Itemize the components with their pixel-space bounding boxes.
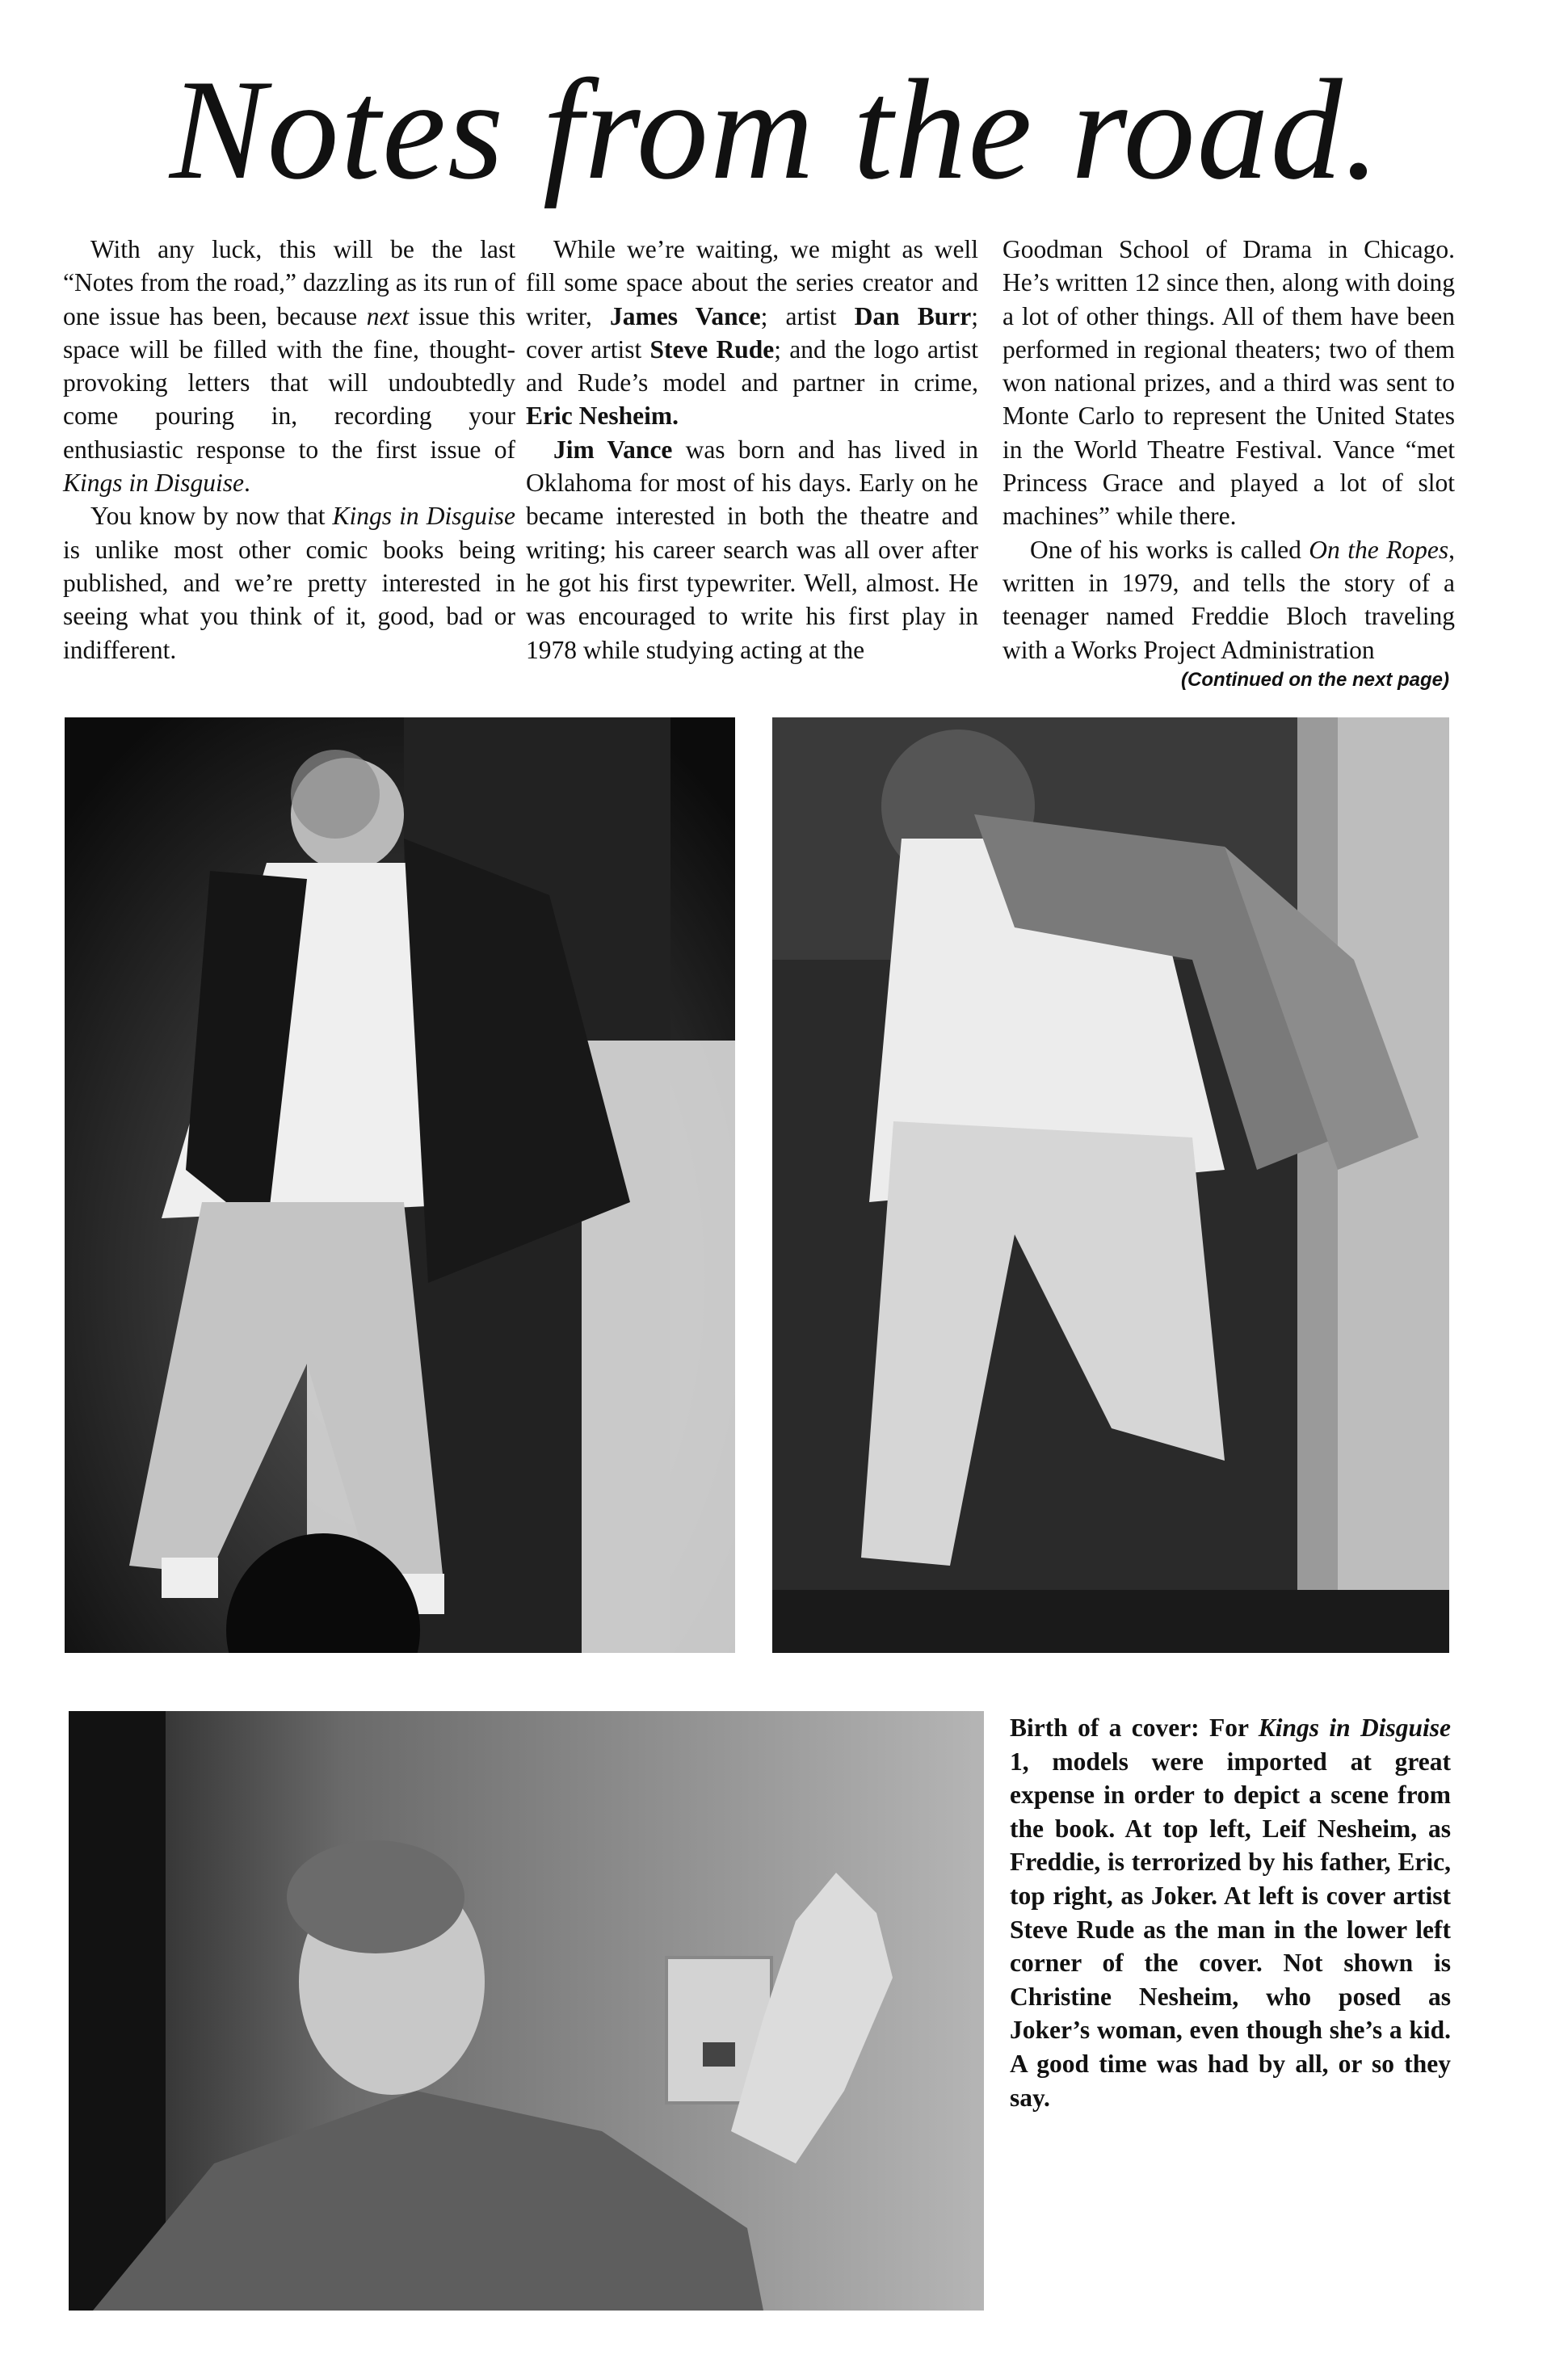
italic-next: next <box>366 301 410 330</box>
col3-text-a: One of his works is called <box>1030 535 1309 564</box>
col2-p2-text: was born and has lived in Oklahoma for most of his days. Early on he became interested in both the theatre and writing; his career search was all over after he got his first typewriter. Well, almost. He was encouraged to write his first play in 1978 while studying acting at the <box>526 435 979 664</box>
photo-steve-rude <box>69 1711 984 2311</box>
name-dan-burr: Dan Burr <box>854 301 972 330</box>
col3-paragraph-2 <box>1002 533 1455 666</box>
col2-text-b: ; artist <box>760 301 855 330</box>
col2-text-c: ; cover artist <box>526 301 979 364</box>
photo-3-image <box>69 1711 984 2311</box>
col2-text-a: While we’re waiting, we might as well fill some space about the series creator and writer, <box>526 235 978 330</box>
italic-kings-1: Kings in Disguise <box>63 469 245 498</box>
italic-kings-2: Kings in Disguise <box>332 502 516 531</box>
col2-paragraph-2 <box>526 433 978 666</box>
caption-book-title: Kings in Disguise <box>1258 1714 1451 1742</box>
name-eric-nesheim: Eric Nesheim. <box>526 402 679 431</box>
photo-2-image <box>772 717 1449 1653</box>
continued-note: (Continued on the next page) <box>1181 669 1449 691</box>
col3-text-b: , written in 1979, and tells the story of a teenager named Freddie Bloch traveling with a Works Project Administration <box>1002 535 1456 664</box>
article-column-2 <box>526 233 978 666</box>
col2-text-d: ; and the logo artist and Rude’s model and partner in crime, <box>526 334 978 397</box>
article-column-1 <box>63 233 515 666</box>
italic-on-the-ropes: On the Ropes <box>1309 535 1449 564</box>
name-jim-vance: Jim Vance <box>553 435 673 464</box>
photo-leif-nesheim <box>65 717 735 1653</box>
article-column-3 <box>1002 233 1455 666</box>
col1-paragraph-1: With any luck, this will be the last “Notes from the road,” dazzling as its run of one issue has been, because next issue this space will be filled with the fine, thought-provoking letters that will undoubtedly come pouring in, recording your enthusiastic response to the first issue of Kings in Disguise. <box>63 235 515 498</box>
name-steve-rude: Steve Rude <box>649 334 775 364</box>
col3-paragraph-1: Goodman School of Drama in Chicago. He’s written 12 since then, along with doing a lot of other things. All of them have been performed in regional theaters; two of them won national prizes, and a third was sent to Monte Carlo to represent the United States in the World Theatre Festival. Vance “met Princess Grace and played a lot of slot machines” while there. <box>1002 235 1455 531</box>
col1-p1-source <box>0 0 1 1</box>
name-james-vance: James Vance <box>609 301 761 330</box>
col1-paragraph-2: You know by now that Kings in Disguise is unlike most other comic books being published, and we’re pretty interested in seeing what you think of it, good, bad or indifferent. <box>63 502 516 664</box>
photo-1-image <box>65 717 735 1653</box>
col2-paragraph-1 <box>526 233 978 433</box>
caption-text-b: 1, models were imported at great expense in order to depict a scene from the book. At top left, Leif Nesheim, as Freddie, is terrorized by his father, Eric, top right, as Joker. At left is cover artist Steve Rude as the man in the lower left corner of the cover. Not shown is Christine Nesheim, who posed as Joker’s woman, even though she’s a kid. A good time was had by all, or so they say. <box>1010 1747 1451 2112</box>
photo-caption <box>1010 1711 1451 2114</box>
photo-eric-nesheim <box>772 717 1449 1653</box>
page-title: Notes from the road. <box>169 49 1382 209</box>
caption-text-a: Birth of a cover: For <box>1010 1714 1259 1742</box>
